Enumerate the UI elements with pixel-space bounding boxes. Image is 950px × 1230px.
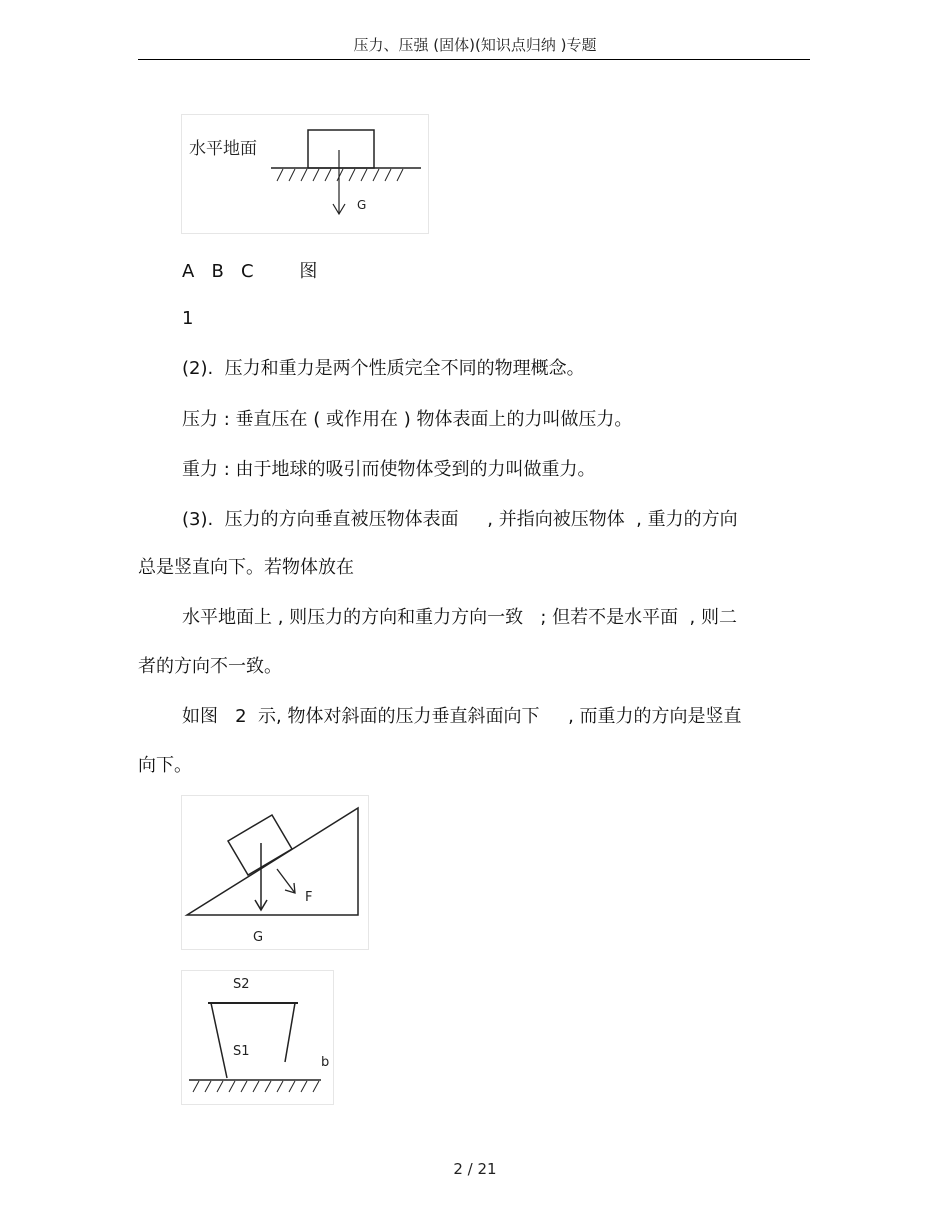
paragraph-3-line-3: 水平地面上 , 则压力的方向和重力方向一致 ; 但若不是水平面 , 则二 (182, 607, 737, 628)
header-rule (138, 59, 810, 60)
left-side (211, 1003, 227, 1078)
s2-label: S2 (233, 977, 250, 992)
ground-label: 水平地面 (189, 139, 257, 159)
paragraph-4-line-2: 向下。 (138, 755, 192, 776)
b-label: b (321, 1055, 330, 1070)
gravity-label: G (253, 930, 264, 945)
page-header: 压力、压强 (固体)(知识点归纳 )专题 (353, 36, 597, 54)
ground-hatching (193, 1081, 319, 1092)
ground-hatching (277, 169, 403, 181)
gravity-label: G (357, 198, 367, 212)
paragraph-4-line-1: 如图 2 示, 物体对斜面的压力垂直斜面向下 , 而重力的方向是竖直 (182, 706, 742, 727)
figure-inclined-plane (181, 795, 369, 950)
s1-label: S1 (233, 1044, 250, 1059)
incline (187, 808, 358, 915)
right-side (285, 1003, 295, 1062)
pressure-label: F (305, 890, 313, 905)
figure-number: 1 (182, 308, 194, 329)
pressure-definition: 压力 : 垂直压在 ( 或作用在 ) 物体表面上的力叫做压力。 (182, 409, 633, 430)
paragraph-3-line-1: (3). 压力的方向垂直被压物体表面 , 并指向被压物体 , 重力的方向 (182, 509, 738, 530)
block (308, 130, 374, 168)
figure-horizontal-ground (181, 114, 429, 234)
gravity-definition: 重力 : 由于地球的吸引而使物体受到的力叫做重力。 (182, 459, 596, 480)
figure-caption-abc: A B C 图 (182, 261, 318, 282)
pressure-arrow (277, 869, 295, 893)
block-on-incline (228, 815, 292, 875)
paragraph-2: (2). 压力和重力是两个性质完全不同的物理概念。 (182, 358, 585, 379)
paragraph-3-line-2: 总是竖直向下。若物体放在 (138, 557, 354, 578)
page-number: 2 / 21 (453, 1160, 497, 1178)
figure-frustum (181, 970, 334, 1105)
paragraph-3-line-4: 者的方向不一致。 (138, 656, 282, 677)
